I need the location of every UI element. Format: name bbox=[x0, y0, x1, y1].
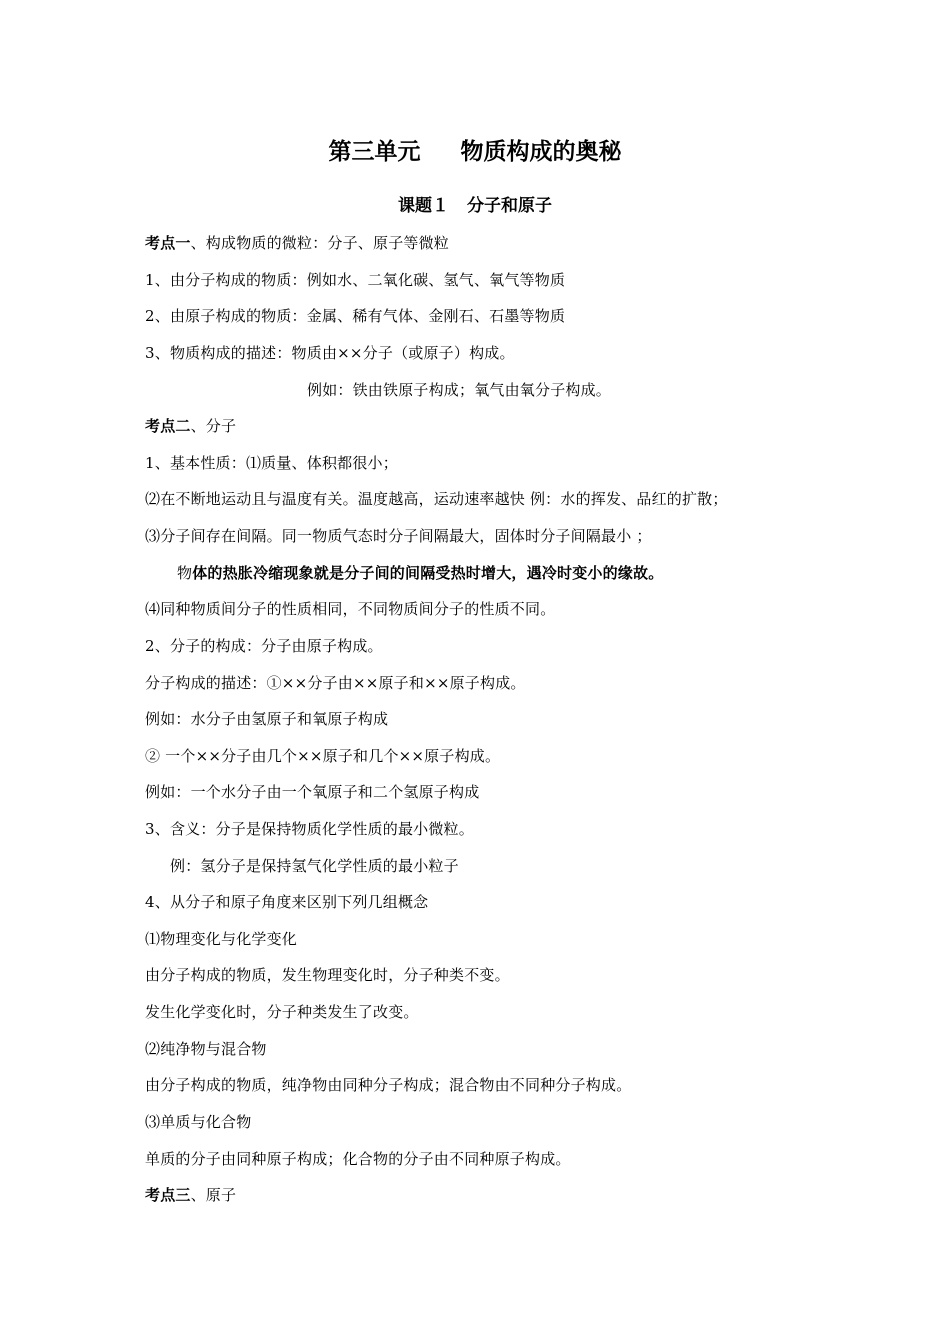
text-line: ⑵在不断地运动且与温度有关。温度越高，运动速率越快 例：水的挥发、品红的扩散； bbox=[145, 490, 728, 508]
title-topic: 物质构成的奥秘 bbox=[460, 139, 622, 165]
section-label: 考点三 bbox=[145, 1186, 191, 1204]
text-line: ② 一个××分子由几个××原子和几个××原子构成。 bbox=[145, 747, 501, 765]
section-label: 考点一 bbox=[145, 234, 191, 252]
section-text: 、原子 bbox=[190, 1186, 237, 1204]
lesson-topic: 分子和原子 bbox=[467, 196, 552, 216]
text-line: 1、基本性质：⑴质量、体积都很小； bbox=[145, 454, 398, 472]
section-label: 考点二 bbox=[145, 417, 191, 435]
section-point-1 bbox=[145, 233, 449, 253]
emphasis-prefix: 物 bbox=[177, 564, 193, 582]
text-line: 例：氢分子是保持氢气化学性质的最小粒子 bbox=[170, 857, 459, 875]
text-line: 由分子构成的物质，纯净物由同种分子构成；混合物由不同种分子构成。 bbox=[145, 1076, 632, 1094]
page-title bbox=[0, 137, 950, 167]
section-text: 、构成物质的微粒：分子、原子等微粒 bbox=[190, 234, 450, 252]
emphasis-line bbox=[177, 563, 663, 583]
text-line: ⑵纯净物与混合物 bbox=[145, 1040, 267, 1058]
lesson-number: 课题１ bbox=[398, 196, 449, 216]
text-line: 例如：铁由铁原子构成；氧气由氧分子构成。 bbox=[307, 381, 612, 399]
text-line: ⑷同种物质间分子的性质相同，不同物质间分子的性质不同。 bbox=[145, 600, 556, 618]
text-line: 4、从分子和原子角度来区别下列几组概念 bbox=[145, 893, 429, 911]
text-line: ⑶单质与化合物 bbox=[145, 1113, 252, 1131]
text-line: ⑴物理变化与化学变化 bbox=[145, 930, 298, 948]
text-line: 1、由分子构成的物质：例如水、二氧化碳、氢气、氧气等物质 bbox=[145, 271, 566, 289]
text-line: 例如：水分子由氢原子和氧原子构成 bbox=[145, 710, 389, 728]
text-line: 2、分子的构成：分子由原子构成。 bbox=[145, 637, 383, 655]
title-unit: 第三单元 bbox=[328, 139, 421, 165]
text-line: 发生化学变化时，分子种类发生了改变。 bbox=[145, 1003, 419, 1021]
text-line: 分子构成的描述：①××分子由××原子和××原子构成。 bbox=[145, 674, 526, 692]
text-line: 单质的分子由同种原子构成；化合物的分子由不同种原子构成。 bbox=[145, 1150, 571, 1168]
section-point-2 bbox=[145, 416, 236, 436]
lesson-title bbox=[0, 195, 950, 217]
text-line: ⑶分子间存在间隔。同一物质气态时分子间隔最大，固体时分子间隔最小 ； bbox=[145, 527, 652, 545]
text-line: 3、物质构成的描述：物质由××分子（或原子）构成。 bbox=[145, 344, 515, 362]
text-line: 2、由原子构成的物质：金属、稀有气体、金刚石、石墨等物质 bbox=[145, 307, 566, 325]
text-line: 由分子构成的物质，发生物理变化时，分子种类不变。 bbox=[145, 966, 510, 984]
emphasis-text: 体的热胀冷缩现象就是分子间的间隔受热时增大，遇冷时变小的缘故。 bbox=[192, 564, 664, 582]
text-line: 3、含义：分子是保持物质化学性质的最小微粒。 bbox=[145, 820, 474, 838]
section-point-3 bbox=[145, 1185, 236, 1205]
text-line: 例如：一个水分子由一个氧原子和二个氢原子构成 bbox=[145, 783, 480, 801]
section-text: 、分子 bbox=[190, 417, 237, 435]
